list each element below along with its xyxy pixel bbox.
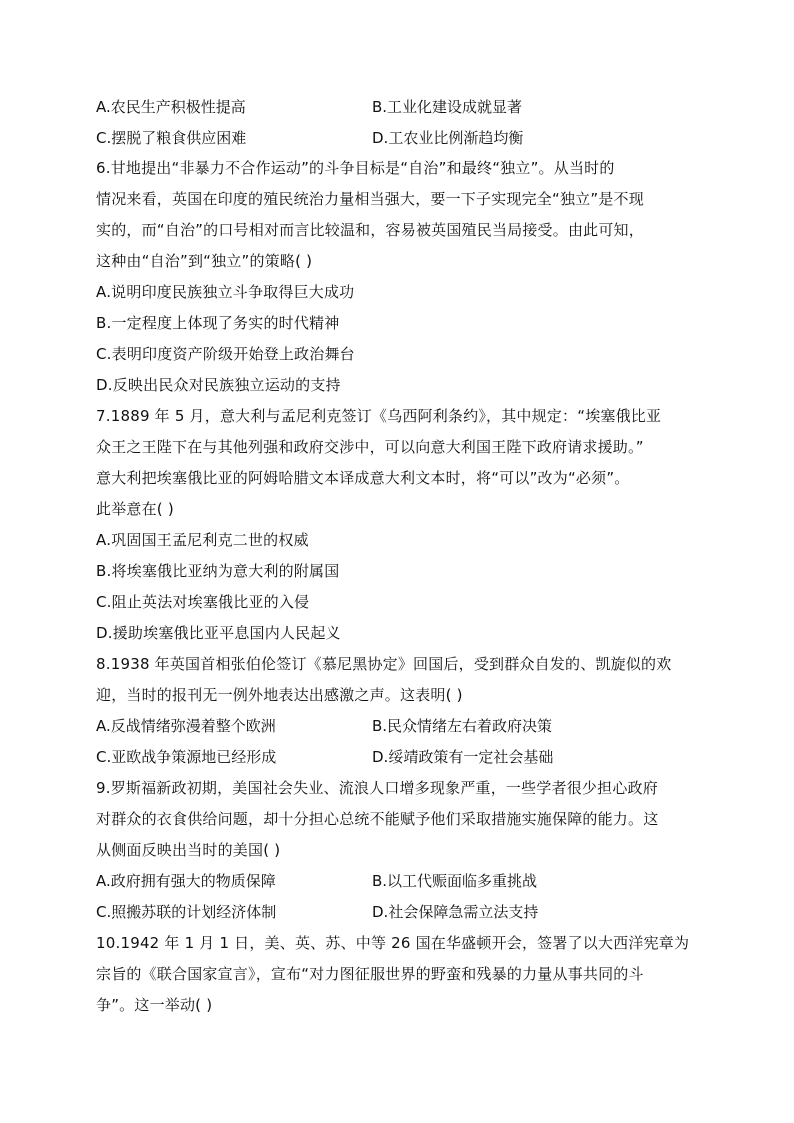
question-options-row: [96, 902, 706, 922]
option-c: C.摆脱了粮食供应困难: [96, 129, 247, 147]
question-10-stem: 10.1942 年 1 月 1 日，美、英、苏、中等 26 国在华盛顿开会，签署了以大西洋宪章为: [96, 934, 690, 952]
question-6-option-b: B.一定程度上体现了务实的时代精神: [96, 314, 340, 332]
option-a: A.政府拥有强大的物质保障: [96, 872, 276, 890]
question-7-stem: 此举意在( ): [96, 500, 174, 518]
question-9-stem: 9.罗斯福新政初期，美国社会失业、流浪人口增多现象严重，一些学者很少担心政府: [96, 779, 658, 797]
question-9-stem: 从侧面反映出当时的美国( ): [96, 841, 281, 859]
question-8-stem: 8.1938 年英国首相张伯伦签订《慕尼黑协定》回国后，受到群众自发的、凯旋似的欢: [96, 655, 672, 673]
question-7-stem: 7.1889 年 5 月，意大利与孟尼利克签订《乌西阿利条约》，其中规定：“埃塞俄比亚: [96, 407, 662, 425]
question-6-stem: 情况来看，英国在印度的殖民统治力量相当强大，要一下子实现完全“独立”是不现: [96, 190, 644, 208]
option-c: C.亚欧战争策源地已经形成: [96, 748, 277, 766]
question-10-stem: 争”。这一举动( ): [96, 996, 213, 1014]
question-7-option-d: D.援助埃塞俄比亚平息国内人民起义: [96, 624, 341, 642]
question-options-row: [96, 871, 706, 891]
question-7-option-b: B.将埃塞俄比亚纳为意大利的附属国: [96, 562, 340, 580]
question-7-option-c: C.阻止英法对埃塞俄比亚的入侵: [96, 593, 310, 611]
question-9-stem: 对群众的衣食供给问题，却十分担心总统不能赋予他们采取措施实施保障的能力。这: [96, 810, 659, 828]
option-b: B.以工代赈面临多重挑战: [372, 872, 538, 890]
question-6-option-a: A.说明印度民族独立斗争取得巨大成功: [96, 283, 355, 301]
option-d: D.社会保障急需立法支持: [372, 903, 539, 921]
option-b: B.工业化建设成就显著: [372, 98, 523, 116]
question-8-stem: 迎，当时的报刊无一例外地表达出感激之声。这表明( ): [96, 686, 463, 704]
question-options-row: [96, 97, 706, 117]
question-6-stem: 这种由“自治”到“独立”的策略( ): [96, 252, 313, 270]
option-d: D.工农业比例渐趋均衡: [372, 129, 524, 147]
option-b: B.民众情绪左右着政府决策: [372, 717, 553, 735]
option-a: A.反战情绪弥漫着整个欧洲: [96, 717, 276, 735]
question-7-stem: 众王之王陛下在与其他列强和政府交涉中，可以向意大利国王陛下政府请求援助。”: [96, 438, 644, 456]
question-options-row: [96, 747, 706, 767]
question-7-option-a: A.巩固国王孟尼利克二世的权威: [96, 531, 309, 549]
option-a: A.农民生产积极性提高: [96, 98, 246, 116]
question-6-option-d: D.反映出民众对民族独立运动的支持: [96, 376, 341, 394]
option-c: C.照搬苏联的计划经济体制: [96, 903, 277, 921]
question-10-stem: 宗旨的《联合国家宣言》，宣布“对力图征服世界的野蛮和残暴的力量从事共同的斗: [96, 965, 644, 983]
question-6-option-c: C.表明印度资产阶级开始登上政治舞台: [96, 345, 355, 363]
question-6-stem: 6.甘地提出“非暴力不合作运动”的斗争目标是“自治”和最终“独立”。从当时的: [96, 159, 615, 177]
option-d: D.绥靖政策有一定社会基础: [372, 748, 554, 766]
question-options-row: [96, 128, 706, 148]
question-6-stem: 实的，而“自治”的口号相对而言比较温和，容易被英国殖民当局接受。由此可知，: [96, 221, 644, 239]
question-7-stem: 意大利把埃塞俄比亚的阿姆哈腊文本译成意大利文本时，将“可以”改为“必须”。: [96, 469, 630, 487]
question-options-row: [96, 716, 706, 736]
